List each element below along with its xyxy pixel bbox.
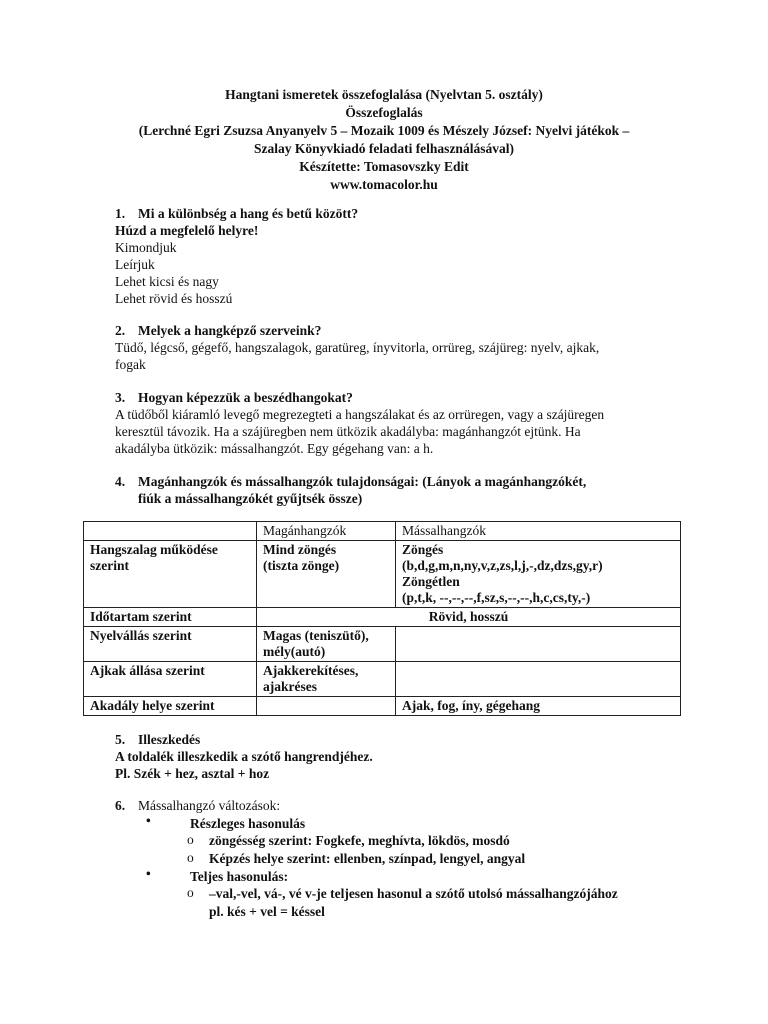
question-6 <box>115 797 690 814</box>
bullet-title: Részleges hasonulás <box>190 816 306 831</box>
question-2-heading <box>115 322 690 339</box>
question-title: Magánhangzók és mássalhangzók tulajdonságai: (Lányok a magánhangzókét, <box>138 474 587 489</box>
header-title: Hangtani ismeretek összefoglalása (Nyelvtan 5. osztály) <box>225 87 543 102</box>
row-label: Időtartam szerint <box>84 608 257 627</box>
table-row <box>84 697 681 716</box>
sub-bullet-text: Képzés helye szerint: ellenben, színpad, lengyel, angyal <box>209 851 526 866</box>
table-row <box>84 662 681 697</box>
sub-bullet-icon: o <box>187 885 194 900</box>
table-cell-empty <box>84 522 257 541</box>
question-title: Illeszkedés <box>138 732 201 747</box>
consonant-cell-empty <box>396 627 681 662</box>
question-3-heading <box>115 389 690 406</box>
question-number: 5. <box>115 732 126 747</box>
question-2 <box>115 322 690 373</box>
cell-text: (p,t,k, --,--,--,f,sz,s,--,--,h,c,cs,ty,-) <box>402 590 591 605</box>
cell-text: Ajakkerekítéses, <box>263 663 359 678</box>
header-author: Készítette: Tomasovszky Edit <box>299 159 469 174</box>
row-label: Akadály helye szerint <box>84 697 257 716</box>
vowel-cell <box>257 541 396 608</box>
question-5 <box>115 731 690 782</box>
sub-bullet-icon: o <box>187 832 194 847</box>
rule-text: A toldalék illeszkedik a szótő hangrendjéhez. <box>115 749 373 764</box>
answer-text: A tüdőből kiáramló levegő megrezegteti a hangszálakat és az orrüregen, vagy a szájüregen <box>115 407 605 422</box>
header-subtitle: Összefoglalás <box>345 105 423 120</box>
question-1-instruction: Húzd a megfelelő helyre! <box>115 223 259 238</box>
table-row <box>84 627 681 662</box>
question-title-continuation: fiúk a mássalhangzókét gyűjtsék össze) <box>138 491 363 506</box>
consonant-cell-empty <box>396 662 681 697</box>
question-1 <box>115 205 690 307</box>
row-label: Ajkak állása szerint <box>84 662 257 697</box>
header-sources-line: (Lerchné Egri Zsuzsa Anyanyelv 5 – Mozaik 1009 és Mészely József: Nyelvi játékok – <box>138 123 630 138</box>
row-label-text: szerint <box>90 558 129 573</box>
question-number: 1. <box>115 206 126 221</box>
consonant-cell: Ajak, fog, íny, gégehang <box>396 697 681 716</box>
cell-text: mély(autó) <box>263 644 326 659</box>
header-website: www.tomacolor.hu <box>330 177 438 192</box>
answer-text: keresztül távozik. Ha a szájüregben nem ütközik akadályba: magánhangzót ejtünk. Ha <box>115 424 581 439</box>
question-number: 2. <box>115 323 126 338</box>
draggable-item[interactable]: Lehet rövid és hosszú <box>115 291 233 306</box>
question-4 <box>115 473 690 507</box>
question-number: 6. <box>115 798 126 813</box>
row-label-text: Hangszalag működése <box>90 542 218 557</box>
cell-text: Zöngés <box>402 542 444 557</box>
question-4-heading <box>115 473 690 490</box>
question-title: Mi a különbség a hang és betű között? <box>138 206 359 221</box>
vowel-cell <box>257 662 396 697</box>
cell-text: (b,d,g,m,n,ny,v,z,zs,l,j,-,dz,dzs,gy,r) <box>402 558 603 573</box>
header-sources-line-2: Szalay Könyvkiadó feladati felhasználásával) <box>254 141 514 156</box>
properties-table <box>83 521 681 716</box>
question-1-heading <box>115 205 690 222</box>
cell-text: (tiszta zönge) <box>263 558 340 573</box>
cell-text: Magas (teniszütő), <box>263 628 369 643</box>
draggable-item[interactable]: Kimondjuk <box>115 240 177 255</box>
question-6-heading <box>115 797 690 814</box>
draggable-item[interactable]: Leírjuk <box>115 257 155 272</box>
sub-bullet-text: –val,-vel, vá-, vé v-je teljesen hasonul a szótő utolsó mássalhangzójához <box>209 886 618 901</box>
draggable-item[interactable]: Lehet kicsi és nagy <box>115 274 219 289</box>
cell-text: ajakréses <box>263 679 317 694</box>
example-text: Pl. Szék + hez, asztal + hoz <box>115 766 270 781</box>
column-header-vowels: Magánhangzók <box>257 522 396 541</box>
bullet-icon: • <box>146 866 151 881</box>
question-title: Hogyan képezzük a beszédhangokat? <box>138 390 353 405</box>
answer-text: Tüdő, légcső, gégefő, hangszalagok, garatüreg, ínyvitorla, orrüreg, szájüreg: nyelv, ajkak, <box>115 340 600 355</box>
question-number: 3. <box>115 390 126 405</box>
question-3 <box>115 389 690 457</box>
document-header <box>70 86 698 194</box>
vowel-cell-empty <box>257 697 396 716</box>
question-title: Melyek a hangképző szerveink? <box>138 323 322 338</box>
bullet-title: Teljes hasonulás: <box>190 869 289 884</box>
question-title: Mássalhangzó változások: <box>138 798 281 813</box>
column-header-consonants: Mássalhangzók <box>396 522 681 541</box>
sub-bullet-icon: o <box>187 850 194 865</box>
table-header-row <box>84 522 681 541</box>
row-label <box>84 541 257 608</box>
merged-cell: Rövid, hosszú <box>257 608 681 627</box>
cell-text: Mind zöngés <box>263 542 337 557</box>
table-row <box>84 541 681 608</box>
question-number: 4. <box>115 474 126 489</box>
row-label: Nyelvállás szerint <box>84 627 257 662</box>
answer-text: akadályba ütközik: mássalhangzót. Egy gégehang van: a h. <box>115 441 434 456</box>
example-text: pl. kés + vel = késsel <box>209 904 325 919</box>
vowel-cell <box>257 627 396 662</box>
consonant-cell <box>396 541 681 608</box>
answer-text: fogak <box>115 357 146 372</box>
cell-text: Zöngétlen <box>402 574 460 589</box>
table-row <box>84 608 681 627</box>
bullet-icon: • <box>146 813 151 828</box>
sub-bullet-text: zöngésség szerint: Fogkefe, meghívta, lökdös, mosdó <box>209 833 510 848</box>
question-5-heading <box>115 731 690 748</box>
